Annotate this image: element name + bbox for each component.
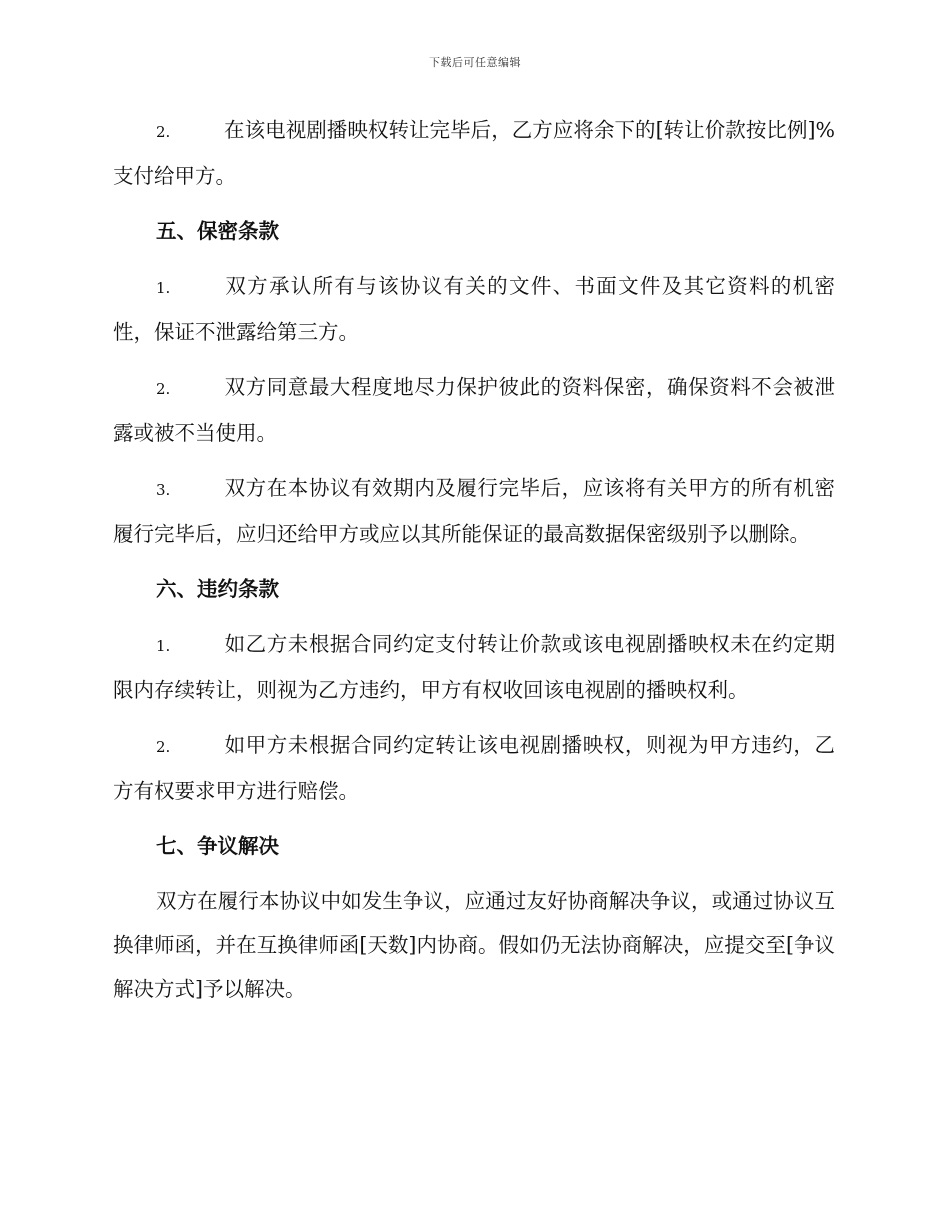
item-text: 在该电视剧播映权转让完毕后，乙方应将余下的[转让价款按比例]%支付给甲方。 [113, 118, 835, 188]
item-text: 双方承认所有与该协议有关的文件、书面文件及其它资料的机密性，保证不泄露给第三方。 [113, 274, 835, 344]
item-number: 2. [156, 123, 171, 141]
section-heading: 五、保密条款 [156, 219, 279, 243]
section-heading: 六、违约条款 [156, 577, 279, 601]
page-header: 下载后可任意编辑 [429, 56, 521, 69]
item-number: 2. [156, 380, 171, 398]
item-number: 1. [156, 279, 171, 297]
item-text: 如甲方未根据合同约定转让该电视剧播映权，则视为甲方违约，乙方有权要求甲方进行赔偿。 [113, 733, 835, 803]
item-text: 双方在本协议有效期内及履行完毕后，应该将有关甲方的所有机密履行完毕后，应归还给甲方或应以其所能保证的最高数据保密级别予以删除。 [113, 476, 835, 546]
clause-item [113, 365, 835, 455]
clause-item [113, 723, 835, 813]
clause-item [113, 108, 835, 198]
item-number: 1. [156, 637, 171, 655]
clause-item [113, 466, 835, 556]
section-heading: 七、争议解决 [156, 834, 279, 858]
plain-paragraph: 双方在履行本协议中如发生争议，应通过友好协商解决争议，或通过协议互换律师函，并在互换律师函[天数]内协商。假如仍无法协商解决，应提交至[争议解决方式]予以解决。 [113, 889, 835, 1001]
clause-item [113, 622, 835, 712]
item-text: 如乙方未根据合同约定支付转让价款或该电视剧播映权未在约定期限内存续转让，则视为乙方违约，甲方有权收回该电视剧的播映权利。 [113, 632, 835, 702]
clause-item [113, 264, 835, 354]
item-text: 双方同意最大程度地尽力保护彼此的资料保密，确保资料不会被泄露或被不当使用。 [113, 375, 835, 445]
item-number: 3. [156, 481, 171, 499]
document-body [113, 108, 835, 1022]
item-number: 2. [156, 738, 171, 756]
